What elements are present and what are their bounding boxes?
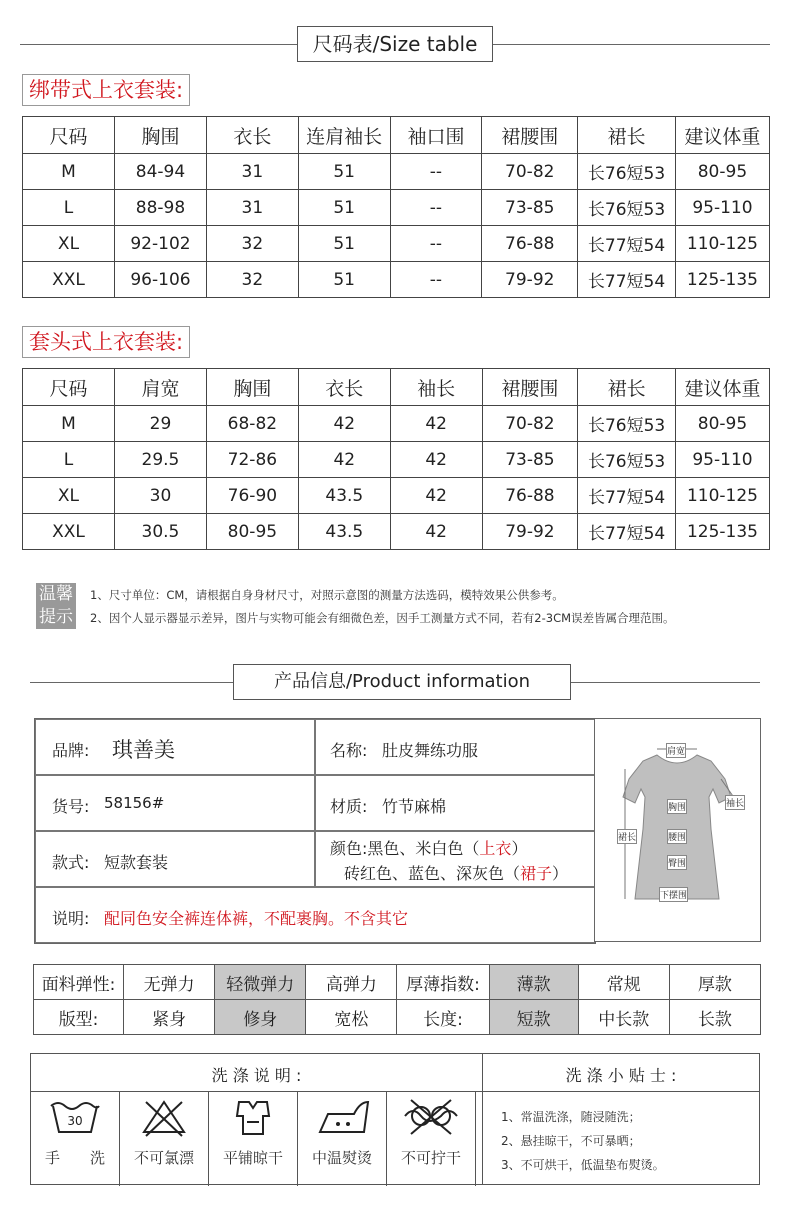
size-header-cell: 尺码: [23, 369, 115, 406]
note-cell: [35, 887, 595, 943]
attribute-row: [34, 965, 761, 1000]
size-cell: 92-102: [114, 226, 206, 262]
size-cell: 110-125: [675, 226, 769, 262]
size-cell: 长76短53: [578, 154, 676, 190]
size-cell: 125-135: [675, 514, 769, 550]
size-row: [23, 190, 770, 226]
size-cell: 70-82: [482, 154, 578, 190]
size-cell: 43.5: [298, 478, 390, 514]
attribute-cell: 厚薄指数:: [397, 965, 489, 1000]
size-header-cell: 衣长: [298, 369, 390, 406]
size-cell: 80-95: [675, 406, 769, 442]
dry-flat-symbol: [209, 1092, 298, 1186]
size-row: [23, 226, 770, 262]
wash-tip-2: 2、悬挂晾干，不可暴晒；: [501, 1134, 641, 1148]
tips-line-2: 2、因个人显示器显示差异，图片与实物可能会有细微色差，因手工测量方式不同，若有2-3CM误差皆属合理范围。: [90, 611, 675, 625]
size-cell: 30: [114, 478, 206, 514]
size-row: [23, 478, 770, 514]
size-cell: 长77短54: [578, 514, 676, 550]
size-cell: 79-92: [482, 262, 578, 298]
material-cell: [315, 775, 595, 831]
size-cell: 79-92: [482, 514, 578, 550]
size-cell: 29.5: [114, 442, 206, 478]
size-cell: 76-88: [482, 478, 578, 514]
size-cell: XXL: [23, 262, 115, 298]
size-header-cell: 建议体重: [675, 117, 769, 154]
size-cell: XXL: [23, 514, 115, 550]
size-cell: 长76短53: [578, 406, 676, 442]
wash-header-right: 洗 涤 小 贴 士 :: [565, 1066, 677, 1085]
product-info-title: 产品信息/Product information: [233, 664, 571, 700]
size-cell: M: [23, 406, 115, 442]
diagram-label-shoulder: 肩宽: [666, 743, 686, 758]
dry-flat-icon: [209, 1092, 298, 1142]
attribute-cell: 面料弹性:: [34, 965, 124, 1000]
size-cell: 88-98: [114, 190, 206, 226]
wash-tip-3: 3、不可烘干，低温垫布熨烫。: [501, 1158, 665, 1172]
iron-medium-label: 中温熨烫: [311, 1149, 372, 1167]
size-cell: 32: [206, 262, 298, 298]
material-label: 材质:: [330, 797, 368, 816]
size-header-cell: 建议体重: [675, 369, 769, 406]
size-row: [23, 406, 770, 442]
size-cell: 125-135: [675, 262, 769, 298]
size-header-cell: 裙长: [578, 117, 676, 154]
no-bleach-label: 不可氯漂: [133, 1149, 194, 1167]
brand-cell: [35, 719, 315, 775]
color-cell: [315, 831, 595, 887]
size-cell: 长76短53: [578, 442, 676, 478]
size-cell: --: [390, 190, 482, 226]
diagram-label-bust: 胸围: [667, 799, 687, 814]
size-header-cell: 裙腰围: [482, 117, 578, 154]
size-header-cell: 胸围: [206, 369, 298, 406]
size-cell: 长77短54: [578, 226, 676, 262]
size-cell: 31: [206, 190, 298, 226]
size-cell: 95-110: [675, 442, 769, 478]
tips-badge-top: 温馨: [36, 583, 76, 606]
size-row: [23, 514, 770, 550]
size-cell: XL: [23, 478, 115, 514]
name-cell: [315, 719, 595, 775]
size-cell: L: [23, 442, 115, 478]
diagram-label-hip: 臀围: [667, 855, 687, 870]
attribute-cell: 厚款: [669, 965, 760, 1000]
size-cell: 80-95: [206, 514, 298, 550]
dry-flat-label: 平铺晾干: [222, 1149, 283, 1167]
size-cell: 42: [298, 406, 390, 442]
size-cell: XL: [23, 226, 115, 262]
fabric-attributes-table: [33, 964, 761, 1035]
size-row: [23, 442, 770, 478]
size-cell: 72-86: [206, 442, 298, 478]
attribute-cell: 中长款: [578, 1000, 669, 1035]
size-cell: 42: [390, 514, 482, 550]
size-cell: --: [390, 226, 482, 262]
size-table-2: [22, 368, 770, 550]
size-cell: 51: [298, 190, 390, 226]
style-label: 款式:: [52, 853, 90, 872]
name-value: 肚皮舞练功服: [382, 741, 479, 760]
size-cell: M: [23, 154, 115, 190]
size-header-cell: 肩宽: [114, 369, 206, 406]
size-cell: 51: [298, 154, 390, 190]
size-cell: 76-90: [206, 478, 298, 514]
no-bleach-symbol: [120, 1092, 209, 1186]
note-value: 配同色安全裤连体裤，不配裹胸。不含其它: [104, 909, 409, 928]
size-cell: 42: [390, 406, 482, 442]
size-cell: 96-106: [114, 262, 206, 298]
brand-label: 品牌:: [52, 741, 90, 760]
no-wring-label: 不可拧干: [400, 1149, 461, 1167]
size-cell: L: [23, 190, 115, 226]
size-cell: 31: [206, 154, 298, 190]
section1-label: 绑带式上衣套装:: [22, 74, 190, 106]
color-line-1-highlight: 上衣: [479, 839, 512, 858]
size-cell: 80-95: [675, 154, 769, 190]
attribute-cell: 修身: [215, 1000, 306, 1035]
size-cell: 长76短53: [578, 190, 676, 226]
size-cell: 29: [114, 406, 206, 442]
attribute-cell: 长款: [669, 1000, 760, 1035]
size-cell: 84-94: [114, 154, 206, 190]
size-cell: 42: [390, 478, 482, 514]
size-header-cell: 胸围: [114, 117, 206, 154]
size-cell: 73-85: [482, 190, 578, 226]
color-line-1-end: ）: [511, 839, 528, 858]
sku-label: 货号:: [52, 797, 90, 816]
size-header-cell: 衣长: [206, 117, 298, 154]
size-cell: 110-125: [675, 478, 769, 514]
size-cell: 长77短54: [578, 262, 676, 298]
size-header-cell: 连肩袖长: [298, 117, 390, 154]
size-cell: 42: [298, 442, 390, 478]
sku-cell: [35, 775, 315, 831]
size-cell: 42: [390, 442, 482, 478]
sku-value: 58156#: [104, 794, 165, 812]
attribute-cell: 紧身: [124, 1000, 215, 1035]
attribute-row: [34, 1000, 761, 1035]
color-line-2-highlight: 裙子: [520, 864, 553, 883]
attribute-cell: 无弹力: [124, 965, 215, 1000]
hand-wash-label: 手 洗: [44, 1149, 105, 1167]
diagram-label-sleeve: 袖长: [725, 795, 745, 810]
diagram-label-length: 裙长: [617, 829, 637, 844]
iron-medium-symbol: [298, 1092, 387, 1186]
attribute-cell: 高弹力: [306, 965, 397, 1000]
size-cell: 32: [206, 226, 298, 262]
iron-medium-icon: [298, 1092, 387, 1142]
size-cell: --: [390, 262, 482, 298]
color-line-1: 黑色、米白色（: [367, 839, 480, 858]
size-cell: 68-82: [206, 406, 298, 442]
style-cell: [35, 831, 315, 887]
size-cell: 73-85: [482, 442, 578, 478]
size-header-cell: 裙长: [578, 369, 676, 406]
wash-temp: 30: [67, 1114, 83, 1128]
wash-header-left: 洗 涤 说 明 :: [211, 1066, 302, 1085]
size-row: [23, 262, 770, 298]
brand-value: 琪善美: [112, 738, 175, 762]
color-line-2-end: ）: [552, 864, 569, 883]
product-info-grid: [34, 718, 596, 944]
attribute-cell: 长度:: [397, 1000, 489, 1035]
style-value: 短款套装: [104, 853, 169, 872]
hand-wash-symbol: [31, 1092, 120, 1186]
size-header-cell: 袖口围: [390, 117, 482, 154]
material-value: 竹节麻棉: [382, 797, 447, 816]
attribute-cell: 常规: [578, 965, 669, 1000]
size-cell: 长77短54: [578, 478, 676, 514]
size-cell: 30.5: [114, 514, 206, 550]
color-label: 颜色:: [330, 839, 368, 858]
diagram-label-hem: 下摆围: [659, 887, 688, 902]
attribute-cell: 薄款: [489, 965, 578, 1000]
color-line-2: 砖红色、蓝色、深灰色（: [344, 864, 521, 883]
size-header-cell: 裙腰围: [482, 369, 578, 406]
size-cell: 70-82: [482, 406, 578, 442]
size-cell: 76-88: [482, 226, 578, 262]
size-row: [23, 154, 770, 190]
diagram-label-waist: 腰围: [667, 829, 687, 844]
attribute-cell: 宽松: [306, 1000, 397, 1035]
no-bleach-icon: [120, 1092, 209, 1142]
section2-label: 套头式上衣套装:: [22, 326, 190, 358]
attribute-cell: 短款: [489, 1000, 578, 1035]
size-header-cell: 尺码: [23, 117, 115, 154]
tips-line-1: 1、尺寸单位：CM，请根据自身身材尺寸，对照示意图的测量方法选码，模特效果公供参考。: [90, 588, 564, 602]
size-header-cell: 袖长: [390, 369, 482, 406]
washing-section: [30, 1053, 760, 1185]
size-cell: 95-110: [675, 190, 769, 226]
wash-tip-1: 1、常温洗涤，随浸随洗；: [501, 1110, 641, 1124]
size-cell: --: [390, 154, 482, 190]
measurement-diagram: [594, 718, 761, 942]
size-table-1: [22, 116, 770, 298]
attribute-cell: 版型:: [34, 1000, 124, 1035]
no-wring-symbol: [387, 1092, 476, 1186]
size-cell: 43.5: [298, 514, 390, 550]
size-cell: 51: [298, 226, 390, 262]
hand-wash-icon: [31, 1092, 120, 1142]
name-label: 名称:: [330, 741, 368, 760]
note-label: 说明:: [52, 909, 90, 928]
tips-badge-bottom: 提示: [36, 606, 76, 629]
size-table-title: 尺码表/Size table: [297, 26, 493, 62]
attribute-cell: 轻微弹力: [215, 965, 306, 1000]
size-cell: 51: [298, 262, 390, 298]
no-wring-icon: [387, 1092, 476, 1142]
